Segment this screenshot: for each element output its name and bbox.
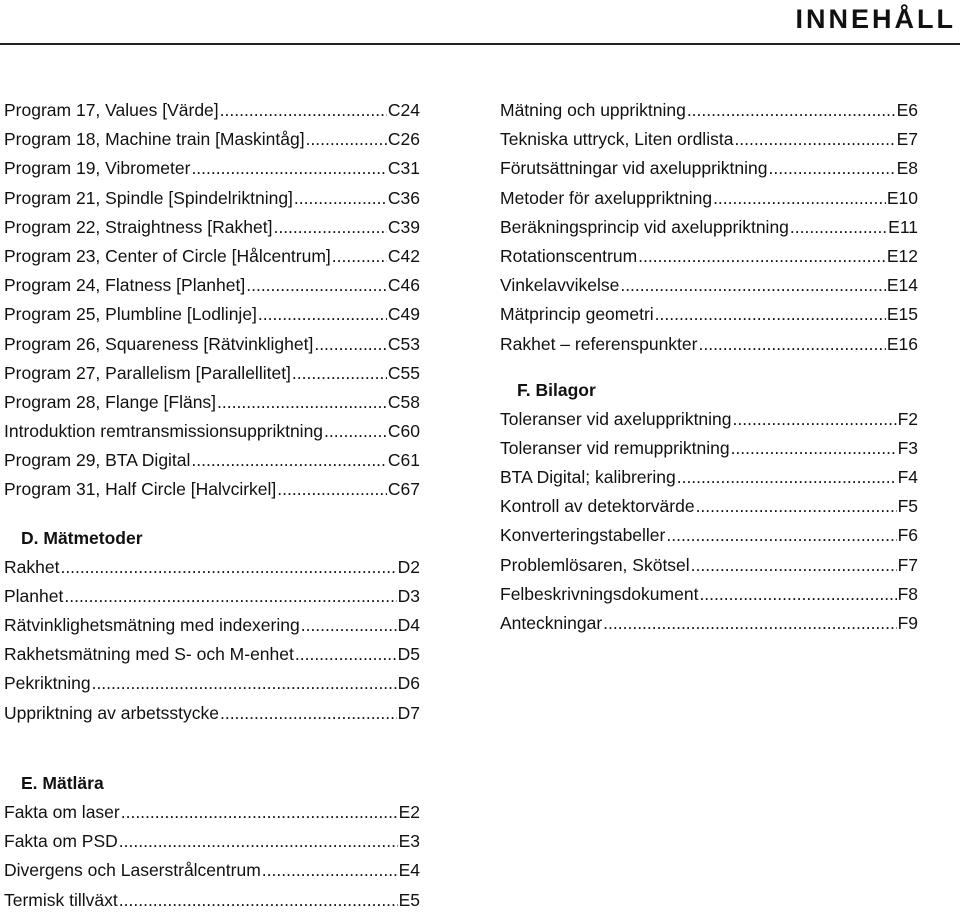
toc-leader [191,446,386,475]
toc-entry-text: Beräkningsprincip vid axeluppriktning [500,216,789,237]
toc-entry-text: Program 21, Spindle [Spindelriktning] [4,187,293,208]
section-d [4,524,420,728]
toc-entry[interactable] [4,446,420,475]
toc-leader [121,798,398,827]
toc-entry-text: Rakhetsmätning med S- och M-enhet [4,644,294,665]
left-column [4,96,420,728]
toc-entry[interactable] [500,96,918,125]
toc-entry-page: C60 [387,421,420,442]
section-spacer [4,505,420,524]
toc-leader [324,417,387,446]
toc-entry-page: F8 [897,583,918,604]
toc-leader [92,669,397,698]
toc-entry-page: C42 [387,245,420,266]
toc-entry[interactable] [4,330,420,359]
toc-entry-page: F6 [897,525,918,546]
toc-entry-page: C67 [387,479,420,500]
toc-entry[interactable] [4,388,420,417]
toc-leader [666,521,896,550]
toc-entry[interactable] [500,184,918,213]
toc-entry-text: Program 31, Half Circle [Halvcirkel] [4,479,277,500]
toc-leader [119,827,398,856]
toc-leader [638,242,886,271]
toc-list-c [4,96,420,505]
toc-leader [698,330,885,359]
toc-entry-page: E8 [896,158,918,179]
section-heading-f: F. Bilagor [517,379,596,400]
toc-entry-text: Metoder för axeluppriktning [500,187,713,208]
toc-entry[interactable] [4,154,420,183]
toc-entry-text: Kontroll av detektorvärde [500,496,695,517]
toc-entry-page: E3 [398,831,420,852]
toc-entry-page: D3 [397,585,420,606]
toc-entry[interactable] [4,640,420,669]
toc-entry-page: F9 [897,613,918,633]
toc-leader [306,125,387,154]
toc-entry-text: Introduktion remtransmissionsuppriktning [4,421,324,442]
toc-leader [696,492,897,521]
toc-entry[interactable] [500,300,918,329]
toc-entry[interactable] [500,492,918,521]
toc-leader [294,184,387,213]
toc-leader [790,213,887,242]
toc-leader [687,96,896,125]
toc-entry-text: Felbeskrivningsdokument [500,583,699,604]
toc-entry-page: C53 [387,333,420,354]
toc-entry-page: D6 [397,673,420,694]
toc-entry-page: F2 [897,408,918,429]
toc-leader [769,154,896,183]
toc-entry-text: Program 22, Straightness [Rakhet] [4,216,273,237]
right-column [500,96,918,638]
toc-entry-page: F7 [897,554,918,575]
toc-list-e-cont [500,96,918,359]
toc-entry-text: Program 17, Values [Värde] [4,100,219,120]
toc-leader [220,96,387,125]
toc-entry[interactable] [500,242,918,271]
toc-entry-page: D7 [397,702,420,723]
toc-entry-page: C58 [387,391,420,412]
toc-entry-page: E4 [398,860,420,881]
toc-entry[interactable] [4,475,420,504]
toc-entry-page: E12 [886,245,918,266]
toc-leader [246,271,387,300]
toc-entry-page: E6 [896,100,918,120]
toc-entry-page: E15 [886,304,918,325]
toc-entry[interactable] [4,611,420,640]
toc-entry-text: Planhet [4,585,64,606]
toc-entry-text: Rakhet [4,556,60,577]
toc-entry[interactable] [500,271,918,300]
toc-entry-page: E7 [896,129,918,150]
toc-entry-page: C39 [387,216,420,237]
toc-leader [655,300,886,329]
toc-entry-page: C36 [387,187,420,208]
toc-entry-text: Fakta om PSD [4,831,118,852]
toc-leader [699,580,896,609]
toc-entry-page: F5 [897,496,918,517]
toc-leader [603,609,896,638]
toc-leader [301,611,397,640]
toc-entry[interactable] [4,417,420,446]
toc-leader [220,699,397,728]
toc-entry-page: F3 [897,437,918,458]
section-spacer [500,359,918,376]
toc-leader [273,213,386,242]
toc-entry-text: BTA Digital; kalibrering [500,467,676,488]
toc-leader [295,640,397,669]
toc-entry-page: D2 [397,556,420,577]
toc-entry-text: Program 18, Machine train [Maskintåg] [4,129,305,150]
toc-entry-page: E5 [398,889,420,910]
toc-leader [292,359,387,388]
toc-entry[interactable] [4,125,420,154]
toc-entry-page: C61 [387,450,420,471]
toc-entry[interactable] [4,798,420,827]
toc-entry[interactable] [500,125,918,154]
toc-entry-text: Program 23, Center of Circle [Hålcentrum] [4,245,331,266]
toc-entry-text: Program 24, Flatness [Planhet] [4,275,246,296]
toc-leader [734,125,895,154]
toc-entry[interactable] [500,609,918,638]
toc-leader [258,300,387,329]
toc-leader [691,551,897,580]
section-heading-e: E. Mätlära [21,773,104,793]
toc-entry-page: C31 [387,158,420,179]
toc-entry-page: E2 [398,802,420,822]
toc-entry-text: Fakta om laser [4,802,120,822]
toc-entry[interactable] [4,184,420,213]
toc-entry-text: Mätprincip geometri [500,304,654,325]
toc-entry[interactable] [500,580,918,609]
toc-entry-page: E11 [888,216,918,237]
toc-entry-text: Rätvinklighetsmätning med indexering [4,615,300,635]
toc-entry-text: Rotationscentrum [500,245,638,266]
toc-leader [332,242,387,271]
toc-leader [217,388,387,417]
toc-entry[interactable] [500,434,918,463]
toc-entry-page: D4 [397,615,420,635]
toc-entry[interactable] [4,359,420,388]
toc-entry-page: C24 [387,100,420,120]
toc-entry-page: C55 [387,362,420,383]
toc-leader [262,856,398,885]
toc-entry[interactable] [4,856,420,885]
section-heading-d: D. Mätmetoder [21,527,143,548]
toc-entry-page: D5 [397,644,420,665]
toc-leader [191,154,386,183]
toc-leader [119,886,398,915]
section-f [500,376,918,639]
toc-entry[interactable] [500,521,918,550]
toc-entry-page: C46 [387,275,420,296]
toc-entry[interactable] [500,154,918,183]
toc-entry-text: Vinkelavvikelse [500,275,620,296]
toc-leader [713,184,886,213]
toc-leader [314,330,387,359]
toc-entry[interactable] [4,553,420,582]
toc-entry-text: Toleranser vid remuppriktning [500,437,730,458]
toc-entry[interactable] [4,699,420,728]
toc-leader [677,463,897,492]
toc-leader [731,434,897,463]
toc-entry[interactable] [4,886,420,915]
toc-entry[interactable] [4,271,420,300]
toc-entry-page: F4 [897,467,918,488]
toc-entry[interactable] [500,213,918,242]
toc-entry-page: C26 [387,129,420,150]
toc-entry-text: Program 26, Squareness [Rätvinklighet] [4,333,314,354]
toc-leader [733,405,897,434]
toc-leader [64,582,396,611]
toc-entry[interactable] [4,300,420,329]
toc-entry[interactable] [4,213,420,242]
toc-entry[interactable] [500,330,918,359]
toc-entry[interactable] [4,96,420,125]
toc-entry-text: Konverteringstabeller [500,525,666,546]
toc-entry-page: E16 [886,333,918,354]
toc-leader [60,553,396,582]
toc-entry[interactable] [500,463,918,492]
toc-entry[interactable] [4,669,420,698]
page-title: INNEHÅLL [795,4,956,34]
toc-entry-text: Tekniska uttryck, Liten ordlista [500,129,734,150]
toc-entry-text: Program 28, Flange [Fläns] [4,391,217,412]
toc-entry-text: Toleranser vid axeluppriktning [500,408,732,429]
toc-entry-text: Problemlösaren, Skötsel [500,554,690,575]
toc-entry-text: Förutsättningar vid axeluppriktning [500,158,768,179]
toc-entry-text: Rakhet – referenspunkter [500,333,698,354]
toc-leader [620,271,886,300]
toc-entry-text: Pekriktning [4,673,91,694]
toc-entry-text: Program 25, Plumbline [Lodlinje] [4,304,257,325]
toc-entry[interactable] [4,242,420,271]
header-divider [0,43,960,45]
toc-entry-text: Uppriktning av arbetsstycke [4,702,219,723]
toc-leader [277,475,387,504]
toc-entry[interactable] [500,551,918,580]
toc-entry-text: Program 29, BTA Digital [4,450,191,471]
toc-entry-text: Program 19, Vibrometer [4,158,191,179]
toc-entry-page: E10 [886,187,918,208]
toc-entry-page: E14 [886,275,918,296]
toc-entry-text: Mätning och uppriktning [500,100,686,120]
toc-entry[interactable] [4,582,420,611]
toc-entry-text: Divergens och Laserstrålcentrum [4,860,261,881]
toc-entry-text: Anteckningar [500,613,603,633]
toc-entry-text: Termisk tillväxt [4,889,118,910]
toc-entry-text: Program 27, Parallelism [Parallellitet] [4,362,291,383]
toc-entry[interactable] [4,827,420,856]
toc-entry-page: C49 [387,304,420,325]
toc-entry[interactable] [500,405,918,434]
section-e [4,769,420,915]
